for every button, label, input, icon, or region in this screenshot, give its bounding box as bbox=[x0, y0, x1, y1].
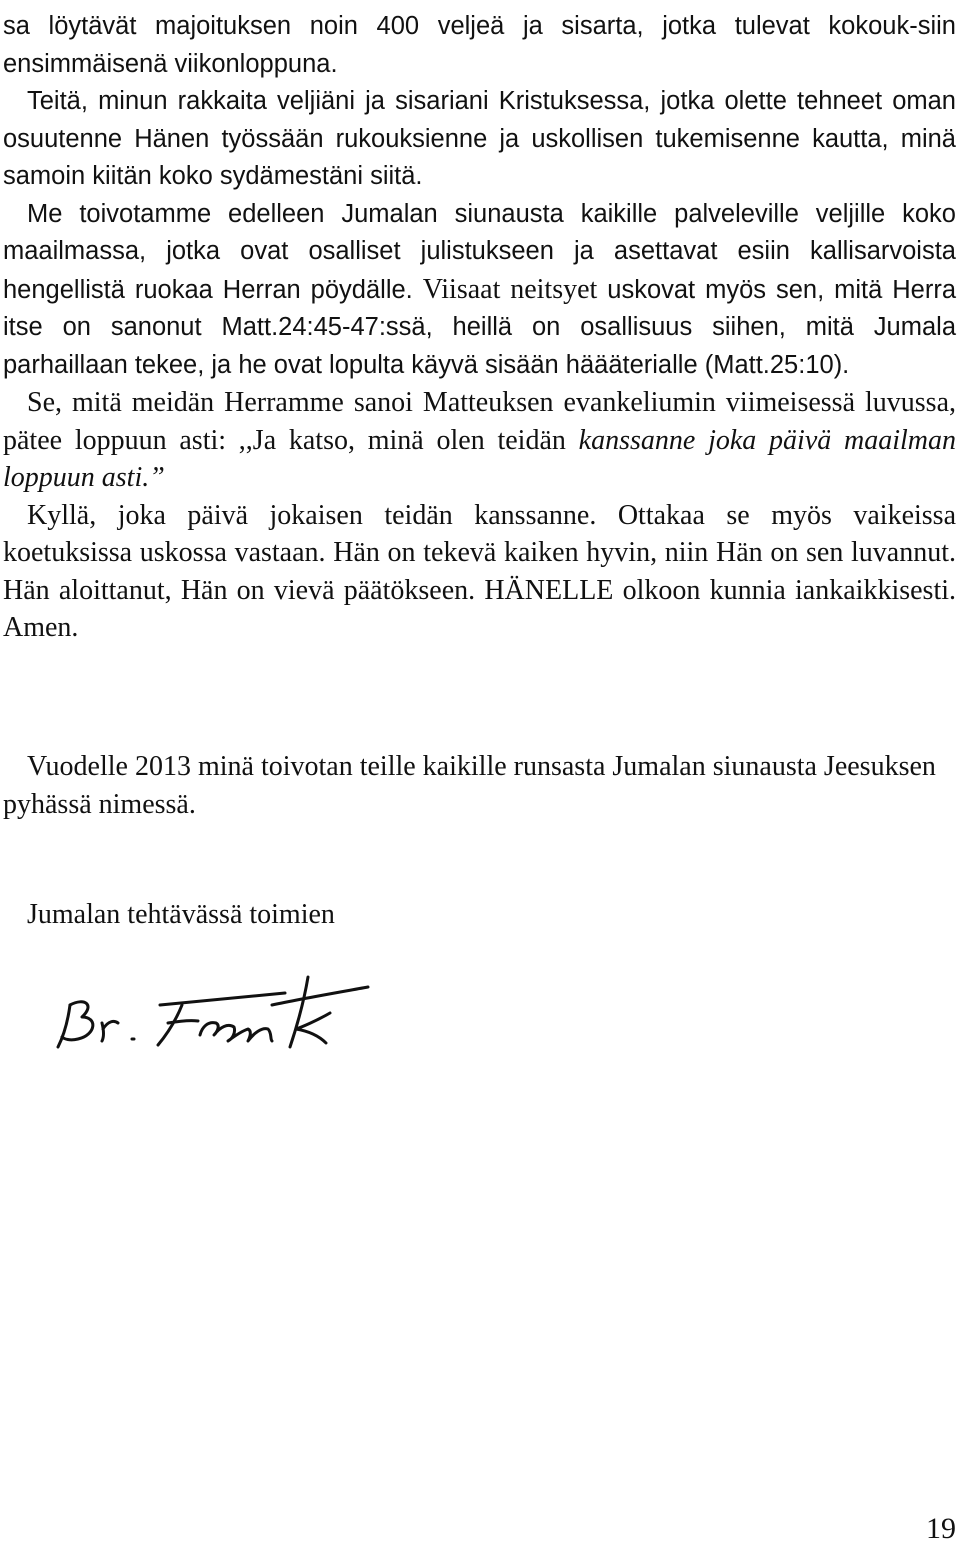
wise-virgins-text: Viisaat neitsyet bbox=[422, 273, 598, 305]
page-number: 19 bbox=[926, 1512, 956, 1545]
paragraph-blessing bbox=[3, 196, 956, 385]
paragraph-accommodation: sa löytävät majoituksen noin 400 veljeä ja sisarta, jotka tulevat kokouk-siin ensimmäisenä viikonloppuna. bbox=[3, 12, 956, 78]
sign-off: Jumalan tehtävässä toimien bbox=[27, 899, 335, 930]
closing-wish-block bbox=[3, 748, 956, 823]
blessing-text: Me toivotamme edelleen Jumalan siunausta kaikille palveleville veljille koko maailmassa, jotka ovat osalliset julistukseen ja asettavat esiin kallisarvoista hengellistä ruokaa Herran pöydälle. bbox=[3, 199, 956, 304]
matthew-reference-text: uskovat myös sen, mitä Herra itse on sanonut Matt.24:45-47:ssä, heillä on osallisuus siihen, mitä Jumala parhaillaan tekee, ja he ovat lopulta käyvä sisään häääterialle (Matt.25:10). bbox=[3, 275, 956, 379]
gospel-quote-lead: Se, mitä meidän Herramme sanoi Matteuksen evankeliumin viimeisessä luvussa, pätee loppuun asti: ,,Ja katso, minä olen teidän bbox=[3, 387, 956, 456]
paragraph-gospel-quote bbox=[3, 384, 956, 497]
paragraph-thanks: Teitä, minun rakkaita veljiäni ja sisariani Kristuksessa, jotka olette tehneet oman osuutenne Hänen työssään rukouksienne ja uskollisen tukemisenne kautta, minä samoin kiitän koko sydämestäni siitä. bbox=[3, 87, 956, 190]
letter-body bbox=[3, 8, 956, 647]
gospel-quote-italic: kanssanne joka päivä maailman loppuun asti.” bbox=[3, 424, 957, 493]
paragraph-encouragement: Kyllä, joka päivä jokaisen teidän kanssanne. Ottakaa se myös vaikeissa koetuksissa uskossa vastaan. Hän on tekevä kaiken hyvin, niin Hän on sen luvannut. Hän aloittanut, Hän on vievä päätökseen. HÄNELLE olkoon kunnia iankaikkisesti. Amen. bbox=[3, 499, 956, 643]
new-year-wish: Vuodelle 2013 minä toivotan teille kaikille runsasta Jumalan siunausta Jeesuksen pyhässä nimessä. bbox=[3, 751, 936, 820]
handwritten-signature bbox=[50, 965, 380, 1060]
